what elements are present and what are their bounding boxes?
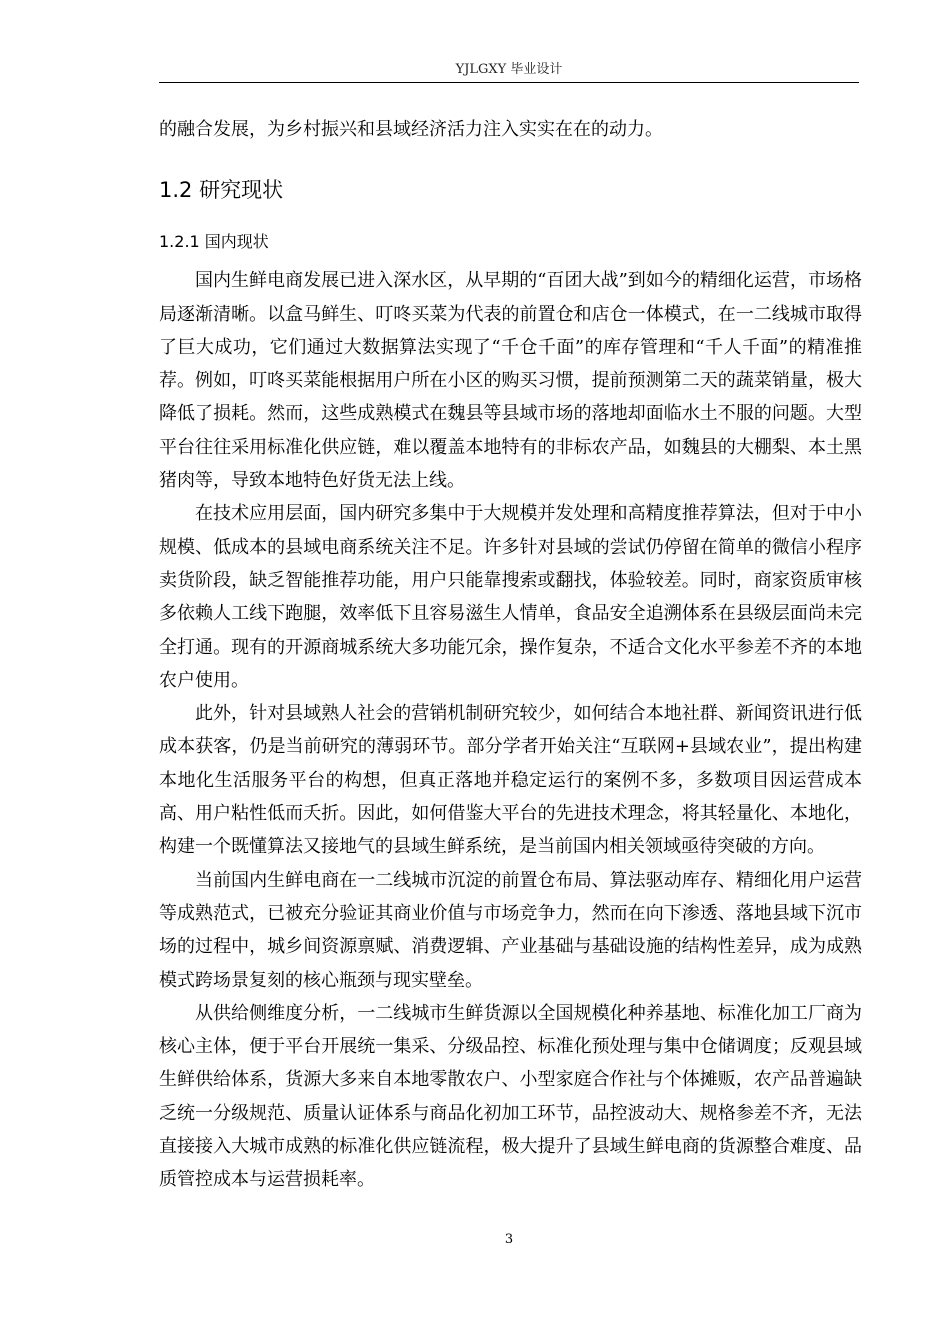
body-paragraph: 在技术应用层面，国内研究多集中于大规模并发处理和高精度推荐算法，但对于中小规模、低成本的县域电商系统关注不足。许多针对县域的尝试仍停留在简单的微信小程序卖货阶段，缺乏智能推荐功能，用户只能靠搜索或翻找，体验较差。同时，商家资质审核多依赖人工线下跑腿，效率低下且容易滋生人情单，食品安全追溯体系在县级层面尚未完全打通。现有的开源商城系统大多功能冗余，操作复杂，不适合文化水平参差不齐的本地农户使用。 (159, 503, 862, 691)
body-paragraph: 从供给侧维度分析，一二线城市生鲜货源以全国规模化种养基地、标准化加工厂商为核心主体，便于平台开展统一集采、分级品控、标准化预处理与集中仓储调度；反观县域生鲜供给体系，货源大多来自本地零散农户、小型家庭合作社与个体摊贩，农产品普遍缺乏统一分级规范、质量认证体系与商品化初加工环节，品控波动大、规格参差不齐，无法直接接入大城市成熟的标准化供应链流程，极大提升了县域生鲜电商的货源整合难度、品质管控成本与运营损耗率。 (159, 1002, 862, 1191)
body-paragraph: 当前国内生鲜电商在一二线城市沉淀的前置仓布局、算法驱动库存、精细化用户运营等成熟范式，已被充分验证其商业价值与市场竞争力，然而在向下渗透、落地县域下沉市场的过程中，城乡间资源禀赋、消费逻辑、产业基础与基础设施的结构性差异，成为成熟模式跨场景复刻的核心瓶颈与现实壁垒。 (159, 869, 862, 991)
body-paragraph: 此外，针对县域熟人社会的营销机制研究较少，如何结合本地社群、新闻资讯进行低成本获客，仍是当前研究的薄弱环节。部分学者开始关注“互联网+县域农业”，提出构建本地化生活服务平台的构想，但真正落地并稳定运行的案例不多，多数项目因运营成本高、用户粘性低而夭折。因此，如何借鉴大平台的先进技术理念，将其轻量化、本地化，构建一个既懂算法又接地气的县域生鲜系统，是当前国内相关领域亟待突破的方向。 (159, 703, 862, 858)
continuation-paragraph: 的融合发展，为乡村振兴和县域经济活力注入实实在在的动力。 (159, 119, 663, 140)
header-rule (159, 82, 859, 83)
page-body (159, 113, 862, 1197)
body-paragraph: 国内生鲜电商发展已进入深水区，从早期的“百团大战”到如今的精细化运营，市场格局逐渐清晰。以盒马鲜生、叮咚买菜为代表的前置仓和店仓一体模式，在一二线城市取得了巨大成功，它们通过大数据算法实现了“千仓千面”的库存管理和“千人千面”的精准推荐。例如，叮咚买菜能根据用户所在小区的购买习惯，提前预测第二天的蔬菜销量，极大降低了损耗。然而，这些成熟模式在魏县等县域市场的落地却面临水土不服的问题。大型平台往往采用标准化供应链，难以覆盖本地特有的非标农产品，如魏县的大棚梨、本土黑猪肉等，导致本地特色好货无法上线。 (159, 270, 862, 492)
subsection-heading: 1.2.1 国内现状 (159, 232, 269, 252)
page-number: 3 (504, 1232, 514, 1247)
page-header: YJLGXY 毕业设计 (455, 62, 563, 77)
section-heading: 1.2 研究现状 (159, 178, 284, 203)
